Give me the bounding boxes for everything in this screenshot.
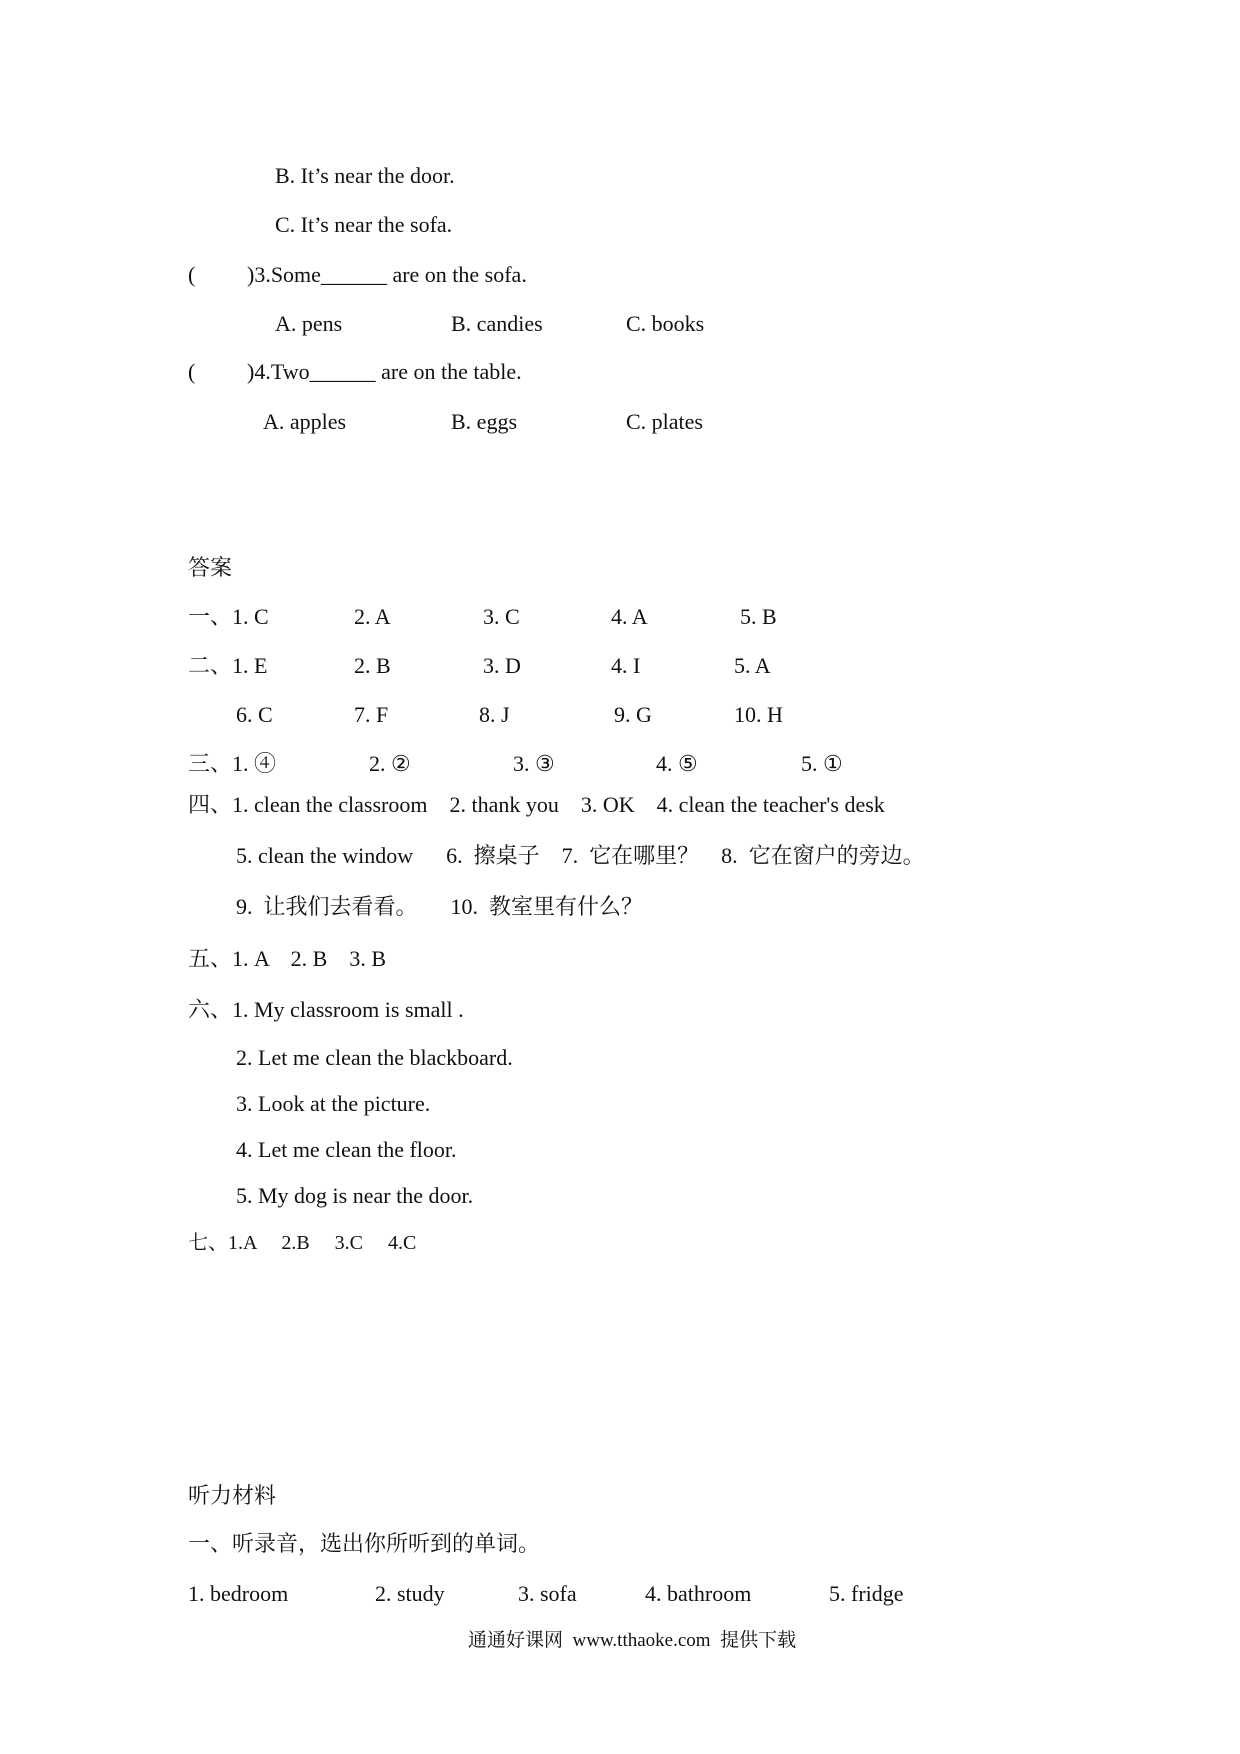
answers-part2-item: 9. G <box>614 702 652 727</box>
q3-answer-bracket: ( <box>188 262 196 287</box>
answers-part6-item: 4. Let me clean the floor. <box>236 1137 457 1162</box>
q3-option-b: B. candies <box>451 311 543 336</box>
answers-part1-item: 4. A <box>611 604 648 629</box>
listening-heading: 听力材料 <box>188 1483 277 1508</box>
listening-word: 5. fridge <box>829 1581 904 1606</box>
q4-answer-bracket: ( <box>188 359 196 384</box>
q3-option-c: C. books <box>626 311 705 336</box>
answers-part1-item: 2. A <box>354 604 391 629</box>
listening-section1-title: 一、听录音，选出你所听到的单词。 <box>188 1531 541 1556</box>
answers-part4-row1: 四、1. clean the classroom 2. thank you 3. OK 4. clean the teacher's desk <box>188 792 885 817</box>
q4-option-a: A. apples <box>263 409 347 434</box>
q4-option-b: B. eggs <box>451 409 517 434</box>
answers-part6-item: 2. Let me clean the blackboard. <box>236 1045 513 1070</box>
answers-part2-item: 6. C <box>236 702 273 727</box>
answers-part4-row2: 5. clean the window 6. 擦桌子 7. 它在哪里？ 8. 它在窗户的旁边。 <box>236 843 925 868</box>
listening-word: 2. study <box>375 1581 445 1606</box>
q2-option-b: B. It’s near the door. <box>275 163 455 188</box>
answers-part3-label: 三、1. ④ <box>188 751 277 776</box>
answers-part3-item: 2. ② <box>369 751 411 776</box>
answers-part6-label: 六、1. My classroom is small . <box>188 997 464 1022</box>
page-footer: 通通好课网 www.tthaoke.com 提供下载 <box>468 1630 797 1651</box>
answers-part6-item: 5. My dog is near the door. <box>236 1183 474 1208</box>
answers-heading: 答案 <box>188 555 233 580</box>
q2-option-c: C. It’s near the sofa. <box>275 212 453 237</box>
answers-part2-item: 8. J <box>479 702 510 727</box>
answers-part2-item: 3. D <box>483 653 521 678</box>
q4-option-c: C. plates <box>626 409 703 434</box>
q4-stem: )4.Two______ are on the table. <box>247 359 522 384</box>
answers-part1-label: 一、1. C <box>188 604 269 629</box>
q3-option-a: A. pens <box>275 311 343 336</box>
answers-part1-item: 3. C <box>483 604 520 629</box>
answers-part2-item: 5. A <box>734 653 771 678</box>
answers-part6-item: 3. Look at the picture. <box>236 1091 431 1116</box>
listening-word: 4. bathroom <box>645 1581 752 1606</box>
listening-word: 3. sofa <box>518 1581 577 1606</box>
q3-stem: )3.Some______ are on the sofa. <box>247 262 527 287</box>
answers-part2-item: 10. H <box>734 702 783 727</box>
answers-part2-item: 7. F <box>354 702 389 727</box>
answers-part3-item: 4. ⑤ <box>656 751 698 776</box>
answers-part3-item: 5. ① <box>801 751 843 776</box>
answers-part4-row3: 9. 让我们去看看。 10. 教室里有什么？ <box>236 894 644 919</box>
answers-part2-item: 2. B <box>354 653 391 678</box>
answers-part2-item: 4. I <box>611 653 641 678</box>
answers-part3-item: 3. ③ <box>513 751 555 776</box>
answers-part7: 七、1.A 2.B 3.C 4.C <box>188 1232 417 1254</box>
answers-part5: 五、1. A 2. B 3. B <box>188 946 387 971</box>
listening-word: 1. bedroom <box>188 1581 289 1606</box>
answers-part1-item: 5. B <box>740 604 777 629</box>
answers-part2-label: 二、1. E <box>188 653 268 678</box>
